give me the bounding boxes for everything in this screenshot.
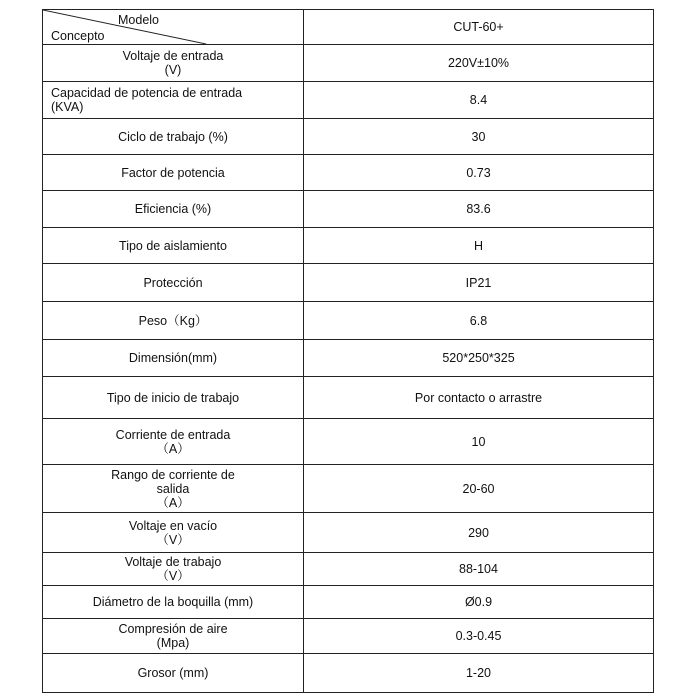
row-value: 6.8	[304, 302, 654, 340]
table-row	[43, 465, 654, 513]
concept-label: Concepto	[51, 29, 105, 43]
table-row	[43, 586, 654, 619]
row-value: 10	[304, 419, 654, 465]
row-value: 290	[304, 513, 654, 553]
row-value: 0.3-0.45	[304, 619, 654, 654]
diagonal-header-cell	[43, 10, 304, 45]
row-value: IP21	[304, 264, 654, 302]
table-row	[43, 155, 654, 191]
table-row	[43, 191, 654, 228]
row-value: Por contacto o arrastre	[304, 377, 654, 419]
row-label: Eficiencia (%)	[43, 191, 304, 228]
table-row	[43, 82, 654, 119]
table-row	[43, 377, 654, 419]
row-value: 520*250*325	[304, 340, 654, 377]
table-row	[43, 513, 654, 553]
row-label: Tipo de inicio de trabajo	[43, 377, 304, 419]
row-label: Voltaje de trabajo （V）	[43, 553, 304, 586]
row-value: 1-20	[304, 654, 654, 693]
row-value: 83.6	[304, 191, 654, 228]
row-value: 20-60	[304, 465, 654, 513]
row-label: Grosor (mm)	[43, 654, 304, 693]
table-row	[43, 45, 654, 82]
model-label: Modelo	[118, 13, 159, 27]
model-value: CUT-60+	[304, 10, 654, 45]
row-value: H	[304, 228, 654, 264]
row-value: 0.73	[304, 155, 654, 191]
row-label: Protección	[43, 264, 304, 302]
table-row	[43, 654, 654, 693]
row-label: Peso（Kg）	[43, 302, 304, 340]
row-label: Voltaje en vacío （V）	[43, 513, 304, 553]
table-row	[43, 228, 654, 264]
table-row	[43, 619, 654, 654]
table-row	[43, 419, 654, 465]
table-row	[43, 553, 654, 586]
row-label: Factor de potencia	[43, 155, 304, 191]
row-value: 30	[304, 119, 654, 155]
table-row	[43, 264, 654, 302]
row-label: Rango de corriente de salida （A）	[43, 465, 304, 513]
table-row	[43, 119, 654, 155]
row-label: Dimensión(mm)	[43, 340, 304, 377]
row-label: Ciclo de trabajo (%)	[43, 119, 304, 155]
table-header-row	[43, 10, 654, 45]
row-value: 220V±10%	[304, 45, 654, 82]
row-label: Voltaje de entrada (V)	[43, 45, 304, 82]
row-value: 88-104	[304, 553, 654, 586]
row-label: Diámetro de la boquilla (mm)	[43, 586, 304, 619]
row-label: Corriente de entrada （A）	[43, 419, 304, 465]
row-value: Ø0.9	[304, 586, 654, 619]
row-value: 8.4	[304, 82, 654, 119]
spec-table	[42, 9, 654, 693]
row-label: Capacidad de potencia de entrada (KVA)	[43, 82, 304, 119]
table-row	[43, 340, 654, 377]
table-row	[43, 302, 654, 340]
row-label: Compresión de aire (Mpa)	[43, 619, 304, 654]
row-label: Tipo de aislamiento	[43, 228, 304, 264]
